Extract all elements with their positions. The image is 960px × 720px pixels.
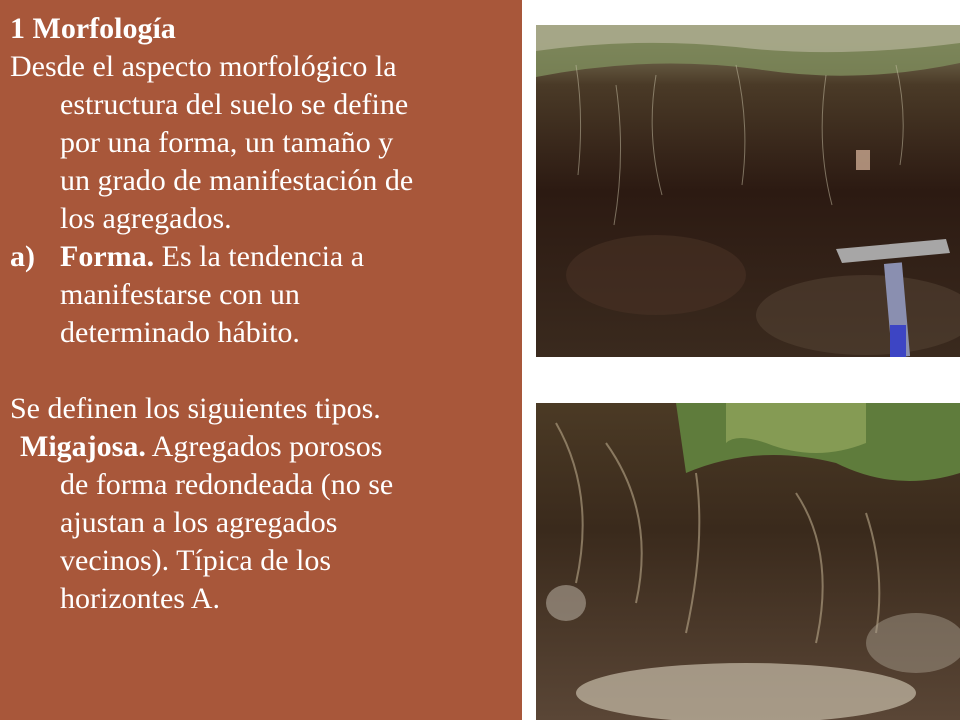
intro-line: los agregados. <box>60 202 232 235</box>
types-intro: Se definen los siguientes tipos. <box>10 392 381 425</box>
migajosa-term: Migajosa. <box>20 430 146 463</box>
intro-line: por una forma, un tamaño y <box>60 126 394 159</box>
intro-line: estructura del suelo se define <box>60 88 409 121</box>
migajosa-item <box>10 428 515 466</box>
intro-line: Desde el aspecto morfológico la <box>10 50 397 83</box>
migajosa-line: de forma redondeada (no se <box>60 468 394 501</box>
soil-profile-photo-top <box>536 25 960 357</box>
soil-profile-photo-bottom <box>536 403 960 720</box>
migajosa-line: ajustan a los agregados <box>60 506 338 539</box>
migajosa-line: horizontes A. <box>60 582 220 615</box>
slide-text <box>10 10 515 618</box>
item-a-line: Es la tendencia a <box>154 240 365 273</box>
migajosa-line: vecinos). Típica de los <box>60 544 332 577</box>
soil-photo-hammer-graphic <box>536 25 960 357</box>
soil-photo-roots-graphic <box>536 403 960 720</box>
item-a-marker: a) <box>10 240 35 273</box>
item-a-line: manifestarse con un <box>60 278 300 311</box>
spacer <box>10 352 515 390</box>
item-a <box>10 238 515 276</box>
migajosa-line: Agregados porosos <box>145 430 383 463</box>
item-a-term: Forma. <box>60 240 155 273</box>
item-a-line: determinado hábito. <box>60 316 300 349</box>
intro-line: un grado de manifestación de <box>60 164 414 197</box>
slide-heading: 1 Morfología <box>10 12 176 45</box>
